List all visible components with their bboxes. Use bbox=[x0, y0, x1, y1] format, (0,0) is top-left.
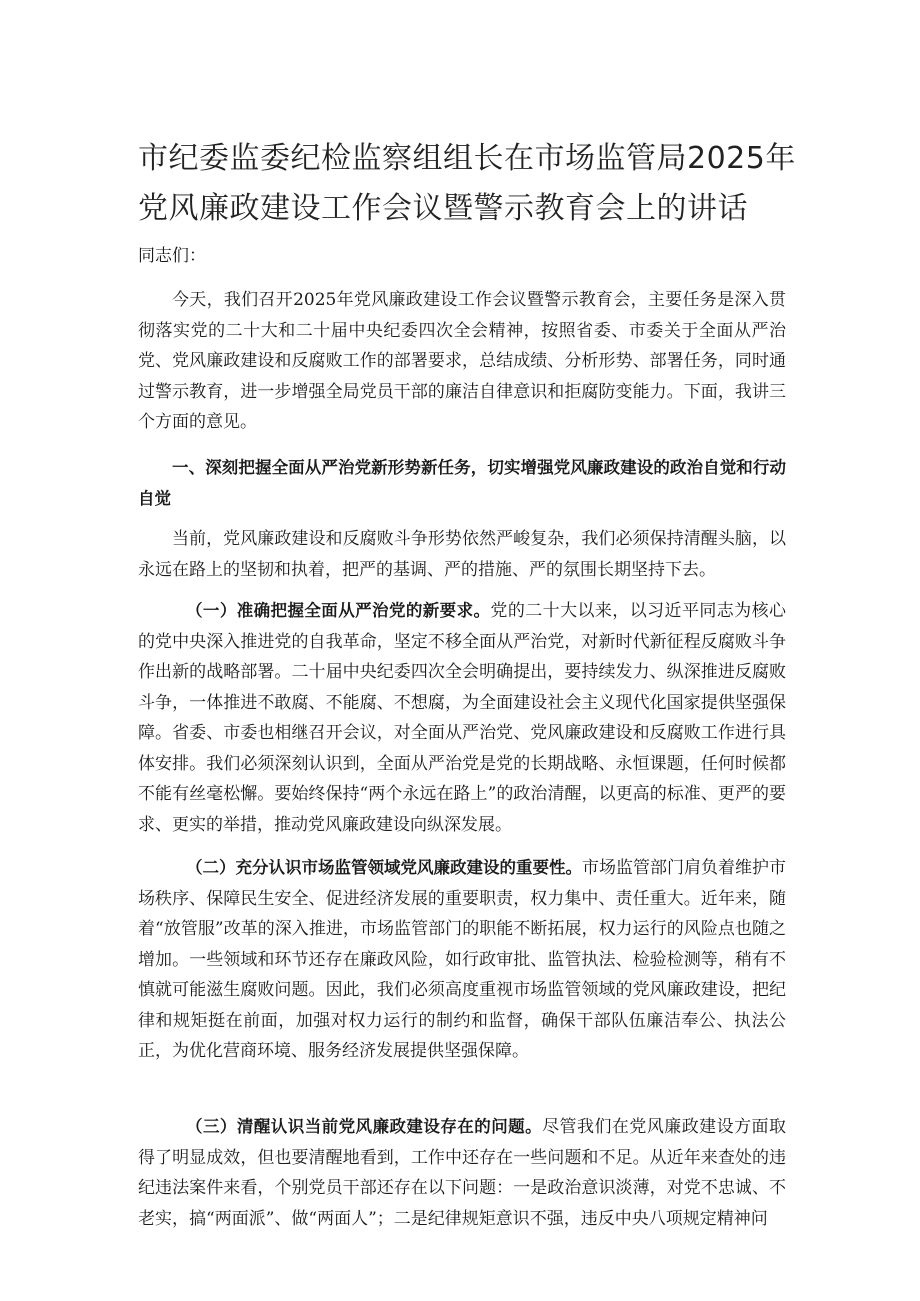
section-one-heading: 一、深刻把握全面从严治党新形势新任务，切实增强党风廉政建设的政治自觉和行动自觉 bbox=[138, 458, 786, 508]
subsection-one bbox=[138, 596, 786, 840]
greeting: 同志们： bbox=[138, 246, 206, 266]
page-title: 市纪委监委纪检监察组组长在市场监管局2025年党风廉政建设工作会议暨警示教育会上的讲话 bbox=[138, 141, 796, 226]
subsection-one-text: 党的二十大以来，以习近平同志为核心的党中央深入推进党的自我革命，坚定不移全面从严治党，对新时代新征程反腐败斗争作出新的战略部署。二十届中央纪委四次全会明确提出，要持续发力、纵深推进反腐败斗争，一体推进不敢腐、不能腐、不想腐，为全面建设社会主义现代化国家提供坚强保障。省委、市委也相继召开会议，对全面从严治党、党风廉政建设和反腐败工作进行具体安排。我们必须深刻认识到，全面从严治党是党的长期战略、永恒课题，任何时候都不能有丝毫松懈。要始终保持“两个永远在路上”的政治清醒，以更高的标准、更严的要求、更实的举措，推动党风廉政建设向纵深发展。 bbox=[138, 601, 787, 835]
intro-paragraph: 今天，我们召开2025年党风廉政建设工作会议暨警示教育会，主要任务是深入贯彻落实党的二十大和二十届中央纪委四次全会精神，按照省委、市委关于全面从严治党、党风廉政建设和反腐败工作的部署要求，总结成绩、分析形势、部署任务，同时通过警示教育，进一步增强全局党员干部的廉洁自律意识和拒腐防变能力。下面，我讲三个方面的意见。 bbox=[138, 290, 786, 432]
subsection-two bbox=[138, 853, 786, 1067]
subsection-one-lead: （一）准确把握全面从严治党的新要求。 bbox=[186, 601, 491, 620]
subsection-two-text: 市场监管部门肩负着维护市场秩序、保障民生安全、促进经济发展的重要职责，权力集中、责任重大。近年来，随着“放管服”改革的深入推进，市场监管部门的职能不断拓展，权力运行的风险点也随之增加。一些领域和环节还存在廉政风险，如行政审批、监管执法、检验检测等，稍有不慎就可能滋生腐败问题。因此，我们必须高度重视市场监管领域的党风廉政建设，把纪律和规矩挺在前面，加强对权力运行的制约和监督，确保干部队伍廉洁奉公、执法公正，为优化营商环境、服务经济发展提供坚强保障。 bbox=[138, 858, 786, 1061]
section-one-paragraph: 当前，党风廉政建设和反腐败斗争形势依然严峻复杂，我们必须保持清醒头脑，以永远在路上的坚韧和执着，把严的基调、严的措施、严的氛围长期坚持下去。 bbox=[138, 529, 786, 580]
subsection-three-text: 尽管我们在党风廉政建设方面取得了明显成效，但也要清醒地看到，工作中还存在一些问题和不足。从近年来查处的违纪违法案件来看，个别党员干部还存在以下问题：一是政治意识淡薄，对党不忠诚、不老实，搞“两面派”、做“两面人”；二是纪律规矩意识不强，违反中央八项规定精神问 bbox=[138, 1117, 787, 1229]
subsection-three-lead: （三）清醒认识当前党风廉政建设存在的问题。 bbox=[186, 1117, 543, 1136]
subsection-three bbox=[138, 1112, 786, 1234]
subsection-two-lead: （二）充分认识市场监管领域党风廉政建设的重要性。 bbox=[186, 858, 582, 877]
